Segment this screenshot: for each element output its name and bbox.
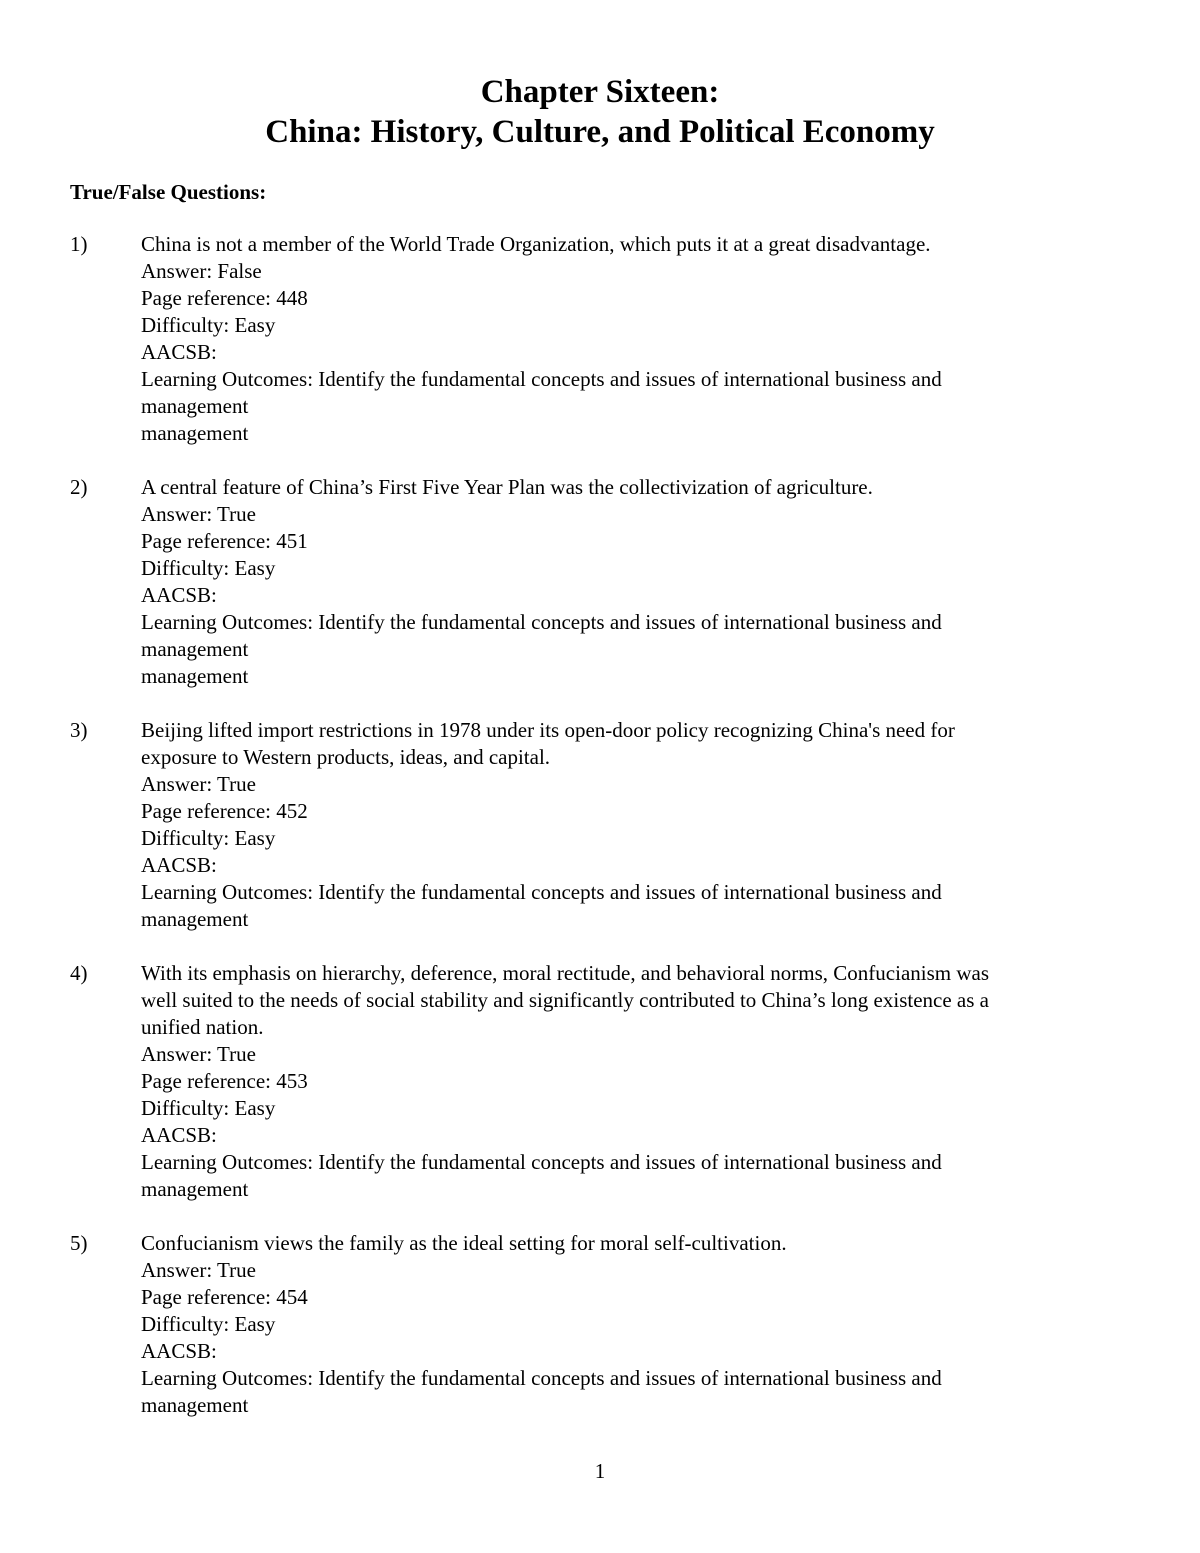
question-body [141, 960, 1130, 1203]
question-text-continuation: well suited to the needs of social stability and significantly contributed to China’s long existence as a [141, 988, 989, 1012]
question-text: China is not a member of the World Trade Organization, which puts it at a great disadvantage. [141, 232, 931, 256]
difficulty-line: Difficulty: Easy [141, 826, 276, 850]
page-reference-line: Page reference: 454 [141, 1285, 308, 1309]
question-item-2 [70, 474, 1130, 690]
aacsb-line: AACSB: [141, 583, 217, 607]
question-list [70, 231, 1130, 1446]
question-text-continuation: unified nation. [141, 1015, 264, 1039]
aacsb-line: AACSB: [141, 853, 217, 877]
answer-line: Answer: True [141, 1258, 256, 1282]
learning-outcomes-line: Learning Outcomes: Identify the fundamental concepts and issues of international business and [141, 610, 942, 634]
learning-outcomes-line: Learning Outcomes: Identify the fundamental concepts and issues of international business and [141, 1150, 942, 1174]
question-text: Beijing lifted import restrictions in 1978 under its open-door policy recognizing China's need for [141, 718, 955, 742]
question-number: 3) [70, 718, 88, 742]
question-body [141, 231, 1130, 447]
difficulty-line: Difficulty: Easy [141, 1312, 276, 1336]
question-number: 5) [70, 1231, 88, 1255]
learning-outcomes-line: Learning Outcomes: Identify the fundamental concepts and issues of international business and [141, 367, 942, 391]
question-number: 2) [70, 475, 88, 499]
aacsb-line: AACSB: [141, 1123, 217, 1147]
question-text-continuation: exposure to Western products, ideas, and capital. [141, 745, 551, 769]
learning-outcomes-continuation: management [141, 421, 249, 445]
answer-line: Answer: False [141, 259, 262, 283]
chapter-title [0, 72, 1200, 152]
question-item-3 [70, 717, 1130, 933]
question-body [141, 474, 1130, 690]
aacsb-line: AACSB: [141, 1339, 217, 1363]
answer-line: Answer: True [141, 502, 256, 526]
question-item-5 [70, 1230, 1130, 1419]
learning-outcomes-continuation: management [141, 394, 249, 418]
question-item-4 [70, 960, 1130, 1203]
question-text: With its emphasis on hierarchy, deference, moral rectitude, and behavioral norms, Confucianism was [141, 961, 990, 985]
page-reference-line: Page reference: 453 [141, 1069, 308, 1093]
learning-outcomes-line: Learning Outcomes: Identify the fundamental concepts and issues of international business and [141, 1366, 942, 1390]
difficulty-line: Difficulty: Easy [141, 1096, 276, 1120]
page-reference-line: Page reference: 448 [141, 286, 308, 310]
question-item-1 [70, 231, 1130, 447]
learning-outcomes-continuation: management [141, 1177, 249, 1201]
chapter-title-line-2: China: History, Culture, and Political Economy [265, 114, 935, 150]
question-body [141, 1230, 1130, 1419]
question-body [141, 717, 1130, 933]
difficulty-line: Difficulty: Easy [141, 556, 276, 580]
aacsb-line: AACSB: [141, 340, 217, 364]
learning-outcomes-continuation: management [141, 907, 249, 931]
learning-outcomes-line: Learning Outcomes: Identify the fundamental concepts and issues of international business and [141, 880, 942, 904]
question-text: A central feature of China’s First Five Year Plan was the collectivization of agriculture. [141, 475, 873, 499]
question-number: 1) [70, 232, 88, 256]
learning-outcomes-continuation: management [141, 637, 249, 661]
question-number: 4) [70, 961, 88, 985]
learning-outcomes-continuation: management [141, 664, 249, 688]
page-number: 1 [594, 1459, 606, 1483]
answer-line: Answer: True [141, 1042, 256, 1066]
learning-outcomes-continuation: management [141, 1393, 249, 1417]
page-reference-line: Page reference: 451 [141, 529, 308, 553]
difficulty-line: Difficulty: Easy [141, 313, 276, 337]
question-text: Confucianism views the family as the ideal setting for moral self-cultivation. [141, 1231, 787, 1255]
answer-line: Answer: True [141, 772, 256, 796]
section-heading: True/False Questions: [70, 180, 267, 204]
page-reference-line: Page reference: 452 [141, 799, 308, 823]
chapter-title-line-1: Chapter Sixteen: [480, 74, 720, 110]
